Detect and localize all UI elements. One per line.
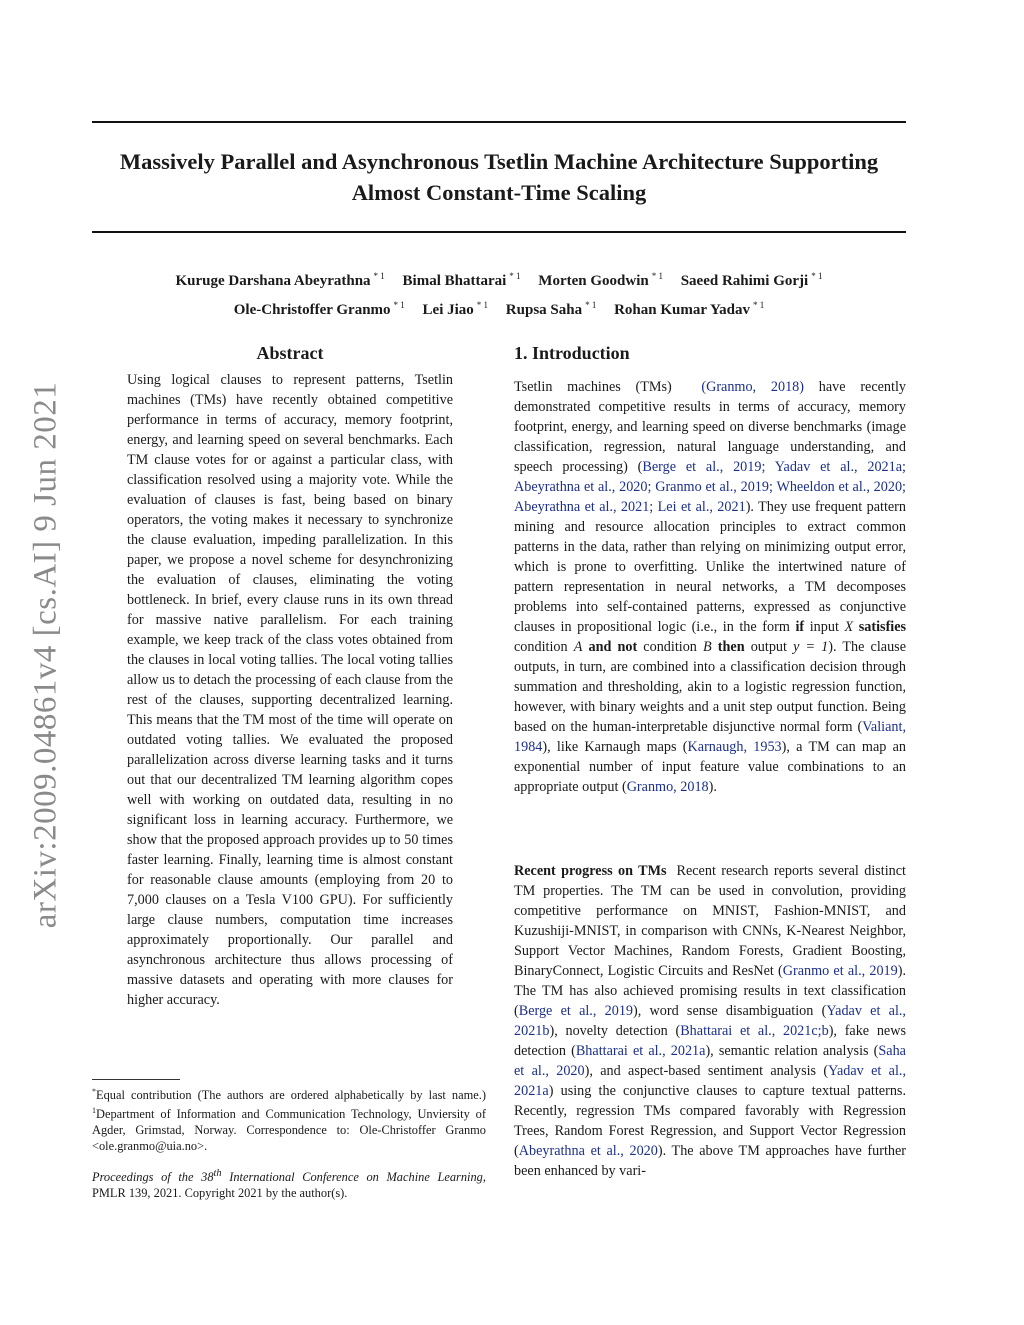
author: Kuruge Darshana Abeyrathna $^{* 1}$ (175, 271, 385, 289)
arxiv-identifier[interactable]: arXiv:2009.04861v4 [cs.AI] 9 Jun 2021 (27, 381, 64, 929)
author: Lei Jiao $^{* 1}$ (422, 300, 489, 318)
citation-link[interactable]: Yadav et al., 2021b (514, 1003, 906, 1039)
title-line-2: Almost Constant-Time Scaling (351, 180, 647, 205)
title-line-1: Massively Parallel and Asynchronous Tsetlin Machine Architecture Supporting (119, 149, 879, 174)
footnote-rule (92, 1079, 180, 1080)
introduction-text: Tsetlin machines (TMs) (Granmo, 2018) have recently demonstrated competitive results in terms of accuracy, memory footprint, energy, and learning speed on diverse benchmarks (image classification, regression, natural language understanding, and speech processing) (Berge et al., 2019; Yadav et al., 2021a; Abeyrathna et al., 2020; Granmo et al., 2019; Wheeldon et al., 2020; Abeyrathna et al., 2021; Lei et al., 2021). They use frequent pattern mining and resource allocation principles to extract common patterns in the data, rather than relying on minimizing output error, which is prone to overfitting. Unlike the intertwined nature of pattern representation in neural networks, a TM decomposes problems into self-contained patterns, expressed as conjunctive clauses in propositional logic (i.e., in the form if input X satisfies condition A and not condition B then output y = 1). The clause outputs, in turn, are combined into a classification decision through summation and thresholding, akin to a logistic regression function, however, with binary weights and a unit step output function. Being based on the human-interpretable disjunctive normal form (Valiant, 1984), like Karnaugh maps (Karnaugh, 1953), a TM can map an exponential number of input feature value combinations to an appropriate output (Granmo, 2018). (514, 379, 907, 795)
recent-progress-paragraph: Recent progress on TMs Recent research reports several distinct TM properties. The TM can be used in convolution, providing competitive performance on MNIST, Fashion-MNIST, and Kuzushiji-MNIST, in comparison with CNNs, K-Nearest Neighbor, Support Vector Machines, Random Forests, Gradient Boosting, BinaryConnect, Logistic Circuits and ResNet (Granmo et al., 2019). The TM has also achieved promising results in text classification (Berge et al., 2019), word sense disambiguation (Yadav et al., 2021b), novelty detection (Bhattarai et al., 2021c;b), fake news detection (Bhattarai et al., 2021a), semantic relation analysis (Saha et al., 2020), and aspect-based sentiment analysis (Yadav et al., 2021a) using the conjunctive clauses to capture textual patterns. Recently, regression TMs compared favorably with Regression Trees, Random Forest Regression, and Support Vector Regression (Abeyrathna et al., 2020). The above TM approaches have further been enhanced by vari- (514, 863, 907, 1179)
author-list (92, 264, 906, 322)
citation-link[interactable]: (Granmo, 2018) (701, 379, 804, 395)
citation-link[interactable]: Abeyrathna et al., 2020 (518, 1143, 658, 1159)
author: Ole-Christoffer Granmo $^{* 1}$ (233, 300, 405, 318)
citation-link[interactable]: Bhattarai et al., 2021c;b (680, 1023, 829, 1039)
author: Bimal Bhattarai $^{* 1}$ (402, 271, 521, 289)
citation-link[interactable]: Granmo et al., 2019 (782, 963, 898, 979)
abstract-text: Using logical clauses to represent patterns, Tsetlin machines (TMs) have recently obtained competitive performance in terms of accuracy, memory footprint, energy, and learning speed on several benchmarks. Each TM clause votes for or against a particular class, with classification resolved using a majority vote. While the evaluation of clauses is fast, being based on binary operators, the voting makes it necessary to synchronize the clause evaluation, impeding parallelization. In this paper, we propose a novel scheme for desynchronizing the evaluation of clauses, eliminating the voting bottleneck. In brief, every clause runs in its own thread for massive native parallelism. For each training example, we keep track of the class votes obtained from the clauses in local voting tallies. The local voting tallies allow us to detach the processing of each clause from the rest of the clauses, supporting decentralized learning. This means that the TM most of the time will operate on outdated voting tallies. We evaluated the proposed parallelization across diverse learning tasks and it turns out that our decentralized TM learning algorithm copes well with working on outdated data, resulting in no significant loss in learning accuracy. Furthermore, we show that the proposed approach provides up to 50 times faster learning. Finally, learning time is almost constant for reasonable clause amounts (employing from 20 to 7,000 clauses on a Tesla V100 GPU). For sufficiently large clause numbers, computation time increases approximately proportionally. Our parallel and asynchronous architecture thus allows processing of massive datasets and operating with more clauses for higher accuracy. (127, 372, 453, 1008)
proceedings-note: Proceedings of the 38th International Conference on Machine Learning, PMLR 139, 2021. Copyright 2021 by the author(s). (92, 1168, 486, 1201)
citation-link[interactable]: Saha et al., 2020 (514, 1043, 906, 1079)
citation-link[interactable]: Karnaugh, 1953 (687, 739, 782, 755)
author: Morten Goodwin $^{* 1}$ (538, 271, 663, 289)
title-bottom-rule (92, 231, 906, 233)
paper-title (92, 146, 906, 208)
paragraph-lead: Recent progress on TMs (514, 863, 667, 879)
citation-link[interactable]: Berge et al., 2019 (518, 1003, 634, 1019)
author: Rupsa Saha $^{* 1}$ (505, 300, 597, 318)
author: Rohan Kumar Yadav $^{* 1}$ (614, 300, 765, 318)
author: Saeed Rahimi Gorji $^{* 1}$ (680, 271, 823, 289)
title-top-rule (92, 121, 906, 123)
abstract-heading: Abstract (256, 343, 324, 363)
introduction-heading: 1. Introduction (514, 343, 630, 363)
citation-link[interactable]: Berge et al., 2019; Yadav et al., 2021a; Abeyrathna et al., 2020; Granmo et al., 2019; Wheeldon et al., 2020; Abeyrathna et al., 2021; Lei et al., 2021 (514, 459, 906, 515)
citation-link[interactable]: Valiant, 1984 (514, 719, 906, 755)
citation-link[interactable]: Yadav et al., 2021a (514, 1063, 906, 1099)
citation-link[interactable]: Granmo, 2018 (626, 779, 709, 795)
footnote-text: *Equal contribution (The authors are ordered alphabetically by last name.) $^1$Department of Information and Communication Technology, Unviersity of Agder, Grimstad, Norway. Correspondence to: Ole-Christoffer Granmo <ole.granmo@uia.no>. (92, 1087, 486, 1153)
citation-link[interactable]: Bhattarai et al., 2021a (575, 1043, 706, 1059)
footnote (92, 1079, 486, 1154)
